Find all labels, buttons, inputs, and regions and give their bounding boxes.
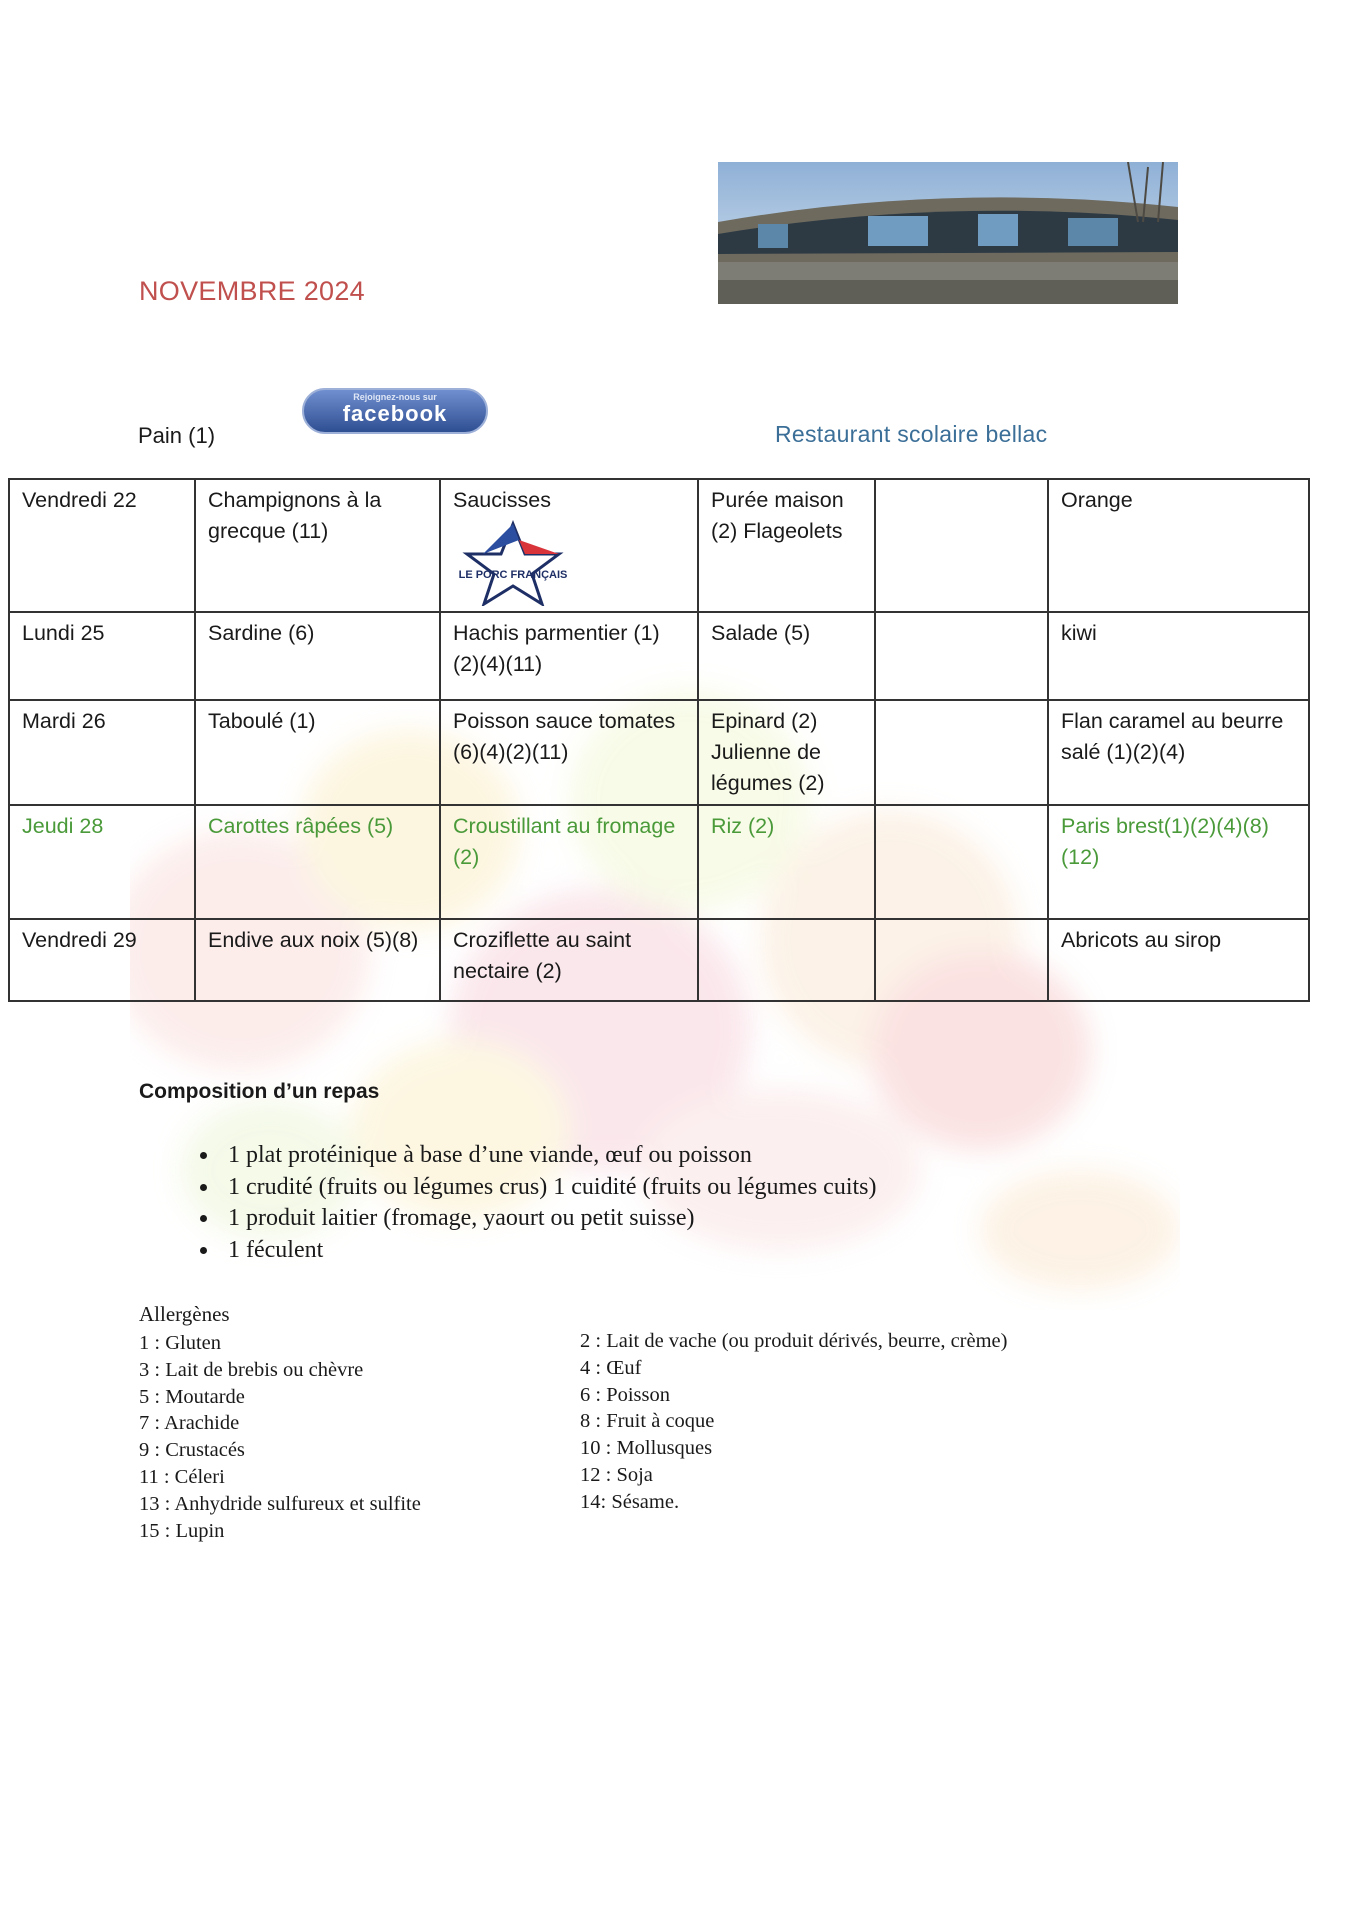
- menu-dairy: [875, 700, 1048, 805]
- menu-day: Mardi 26: [9, 700, 195, 805]
- allergen-item: 14: Sésame.: [580, 1490, 680, 1513]
- menu-day: Vendredi 22: [9, 479, 195, 612]
- allergen-item: 15 : Lupin: [139, 1519, 225, 1542]
- allergen-item: 8 : Fruit à coque: [580, 1410, 715, 1433]
- list-item: • 1 crudité (fruits ou légumes crus) 1 cuidité (fruits ou légumes cuits): [220, 1172, 877, 1204]
- allergens-list-right: [580, 1328, 1007, 1516]
- menu-main: Hachis parmentier (1)(2)(4)(11): [440, 612, 698, 700]
- menu-starter: Champignons à la grecque (11): [195, 479, 440, 612]
- menu-row: [9, 612, 1309, 700]
- menu-row: [9, 479, 1309, 612]
- menu-row: [9, 919, 1309, 1001]
- allergen-item: 9 : Crustacés: [139, 1439, 245, 1462]
- menu-dairy: [875, 805, 1048, 919]
- menu-day: Vendredi 29: [9, 919, 195, 1001]
- restaurant-name: Restaurant scolaire bellac: [775, 421, 1048, 447]
- allergen-item: 5 : Moutarde: [139, 1385, 245, 1408]
- allergens-list-left: [139, 1330, 421, 1544]
- menu-main: Saucisses: [453, 488, 551, 512]
- le-porc-francais-logo-text: LE PORC FRANÇAIS: [458, 569, 568, 581]
- menu-day: Jeudi 28: [9, 805, 195, 919]
- menu-side: Epinard (2) Julienne de légumes (2): [698, 700, 875, 805]
- menu-dessert: Flan caramel au beurre salé (1)(2)(4): [1048, 700, 1309, 805]
- facebook-join-button[interactable]: [302, 388, 488, 434]
- school-building-photo: [718, 162, 1178, 304]
- allergen-item: 3 : Lait de brebis ou chèvre: [139, 1358, 364, 1381]
- menu-day: Lundi 25: [9, 612, 195, 700]
- allergen-item: 13 : Anhydride sulfureux et sulfite: [139, 1492, 421, 1515]
- menu-row: [9, 805, 1309, 919]
- menu-main: Poisson sauce tomates (6)(4)(2)(11): [440, 700, 698, 805]
- bread-allergen-note: Pain (1): [138, 423, 216, 448]
- menu-side: [698, 919, 875, 1001]
- menu-dairy: [875, 479, 1048, 612]
- meal-composition-title: Composition d’un repas: [139, 1080, 380, 1103]
- allergens-heading: Allergènes: [139, 1302, 230, 1326]
- menu-starter: Sardine (6): [195, 612, 440, 700]
- facebook-logo-text: facebook: [342, 401, 448, 426]
- allergen-item: 4 : Œuf: [580, 1356, 642, 1379]
- menu-main: Croziflette au saint nectaire (2): [440, 919, 698, 1001]
- menu-main-cell: [440, 479, 698, 612]
- allergen-item: 12 : Soja: [580, 1463, 653, 1486]
- menu-starter: Taboulé (1): [195, 700, 440, 805]
- allergen-item: 1 : Gluten: [139, 1332, 221, 1354]
- menu-row: [9, 700, 1309, 805]
- allergen-item: 6 : Poisson: [580, 1383, 670, 1406]
- menu-dessert: kiwi: [1048, 612, 1309, 700]
- le-porc-francais-logo: [453, 520, 573, 606]
- menu-side: Riz (2): [698, 805, 875, 919]
- meal-composition-list: [150, 1140, 877, 1266]
- menu-main: Croustillant au fromage (2): [440, 805, 698, 919]
- allergen-item: 11 : Céleri: [139, 1465, 225, 1488]
- menu-starter: Carottes râpées (5): [195, 805, 440, 919]
- menu-starter: Endive aux noix (5)(8): [195, 919, 440, 1001]
- menu-dessert: Abricots au sirop: [1048, 919, 1309, 1001]
- list-item: • 1 plat protéinique à base d’une viande, œuf ou poisson: [220, 1140, 877, 1172]
- menu-side: Purée maison (2) Flageolets: [698, 479, 875, 612]
- allergen-item: 2 : Lait de vache (ou produit dérivés, beurre, crème): [580, 1330, 1008, 1352]
- menu-dairy: [875, 919, 1048, 1001]
- allergen-item: 10 : Mollusques: [580, 1437, 713, 1460]
- month-title: NOVEMBRE 2024: [139, 276, 365, 306]
- list-item: • 1 féculent: [220, 1235, 877, 1267]
- menu-dessert: Orange: [1048, 479, 1309, 612]
- menu-table: [8, 478, 1310, 1002]
- allergen-item: 7 : Arachide: [139, 1412, 240, 1435]
- list-item: • 1 produit laitier (fromage, yaourt ou petit suisse): [220, 1203, 877, 1235]
- menu-dessert: Paris brest(1)(2)(4)(8)(12): [1048, 805, 1309, 919]
- facebook-join-text: Rejoignez-nous sur: [353, 392, 437, 402]
- menu-side: Salade (5): [698, 612, 875, 700]
- menu-dairy: [875, 612, 1048, 700]
